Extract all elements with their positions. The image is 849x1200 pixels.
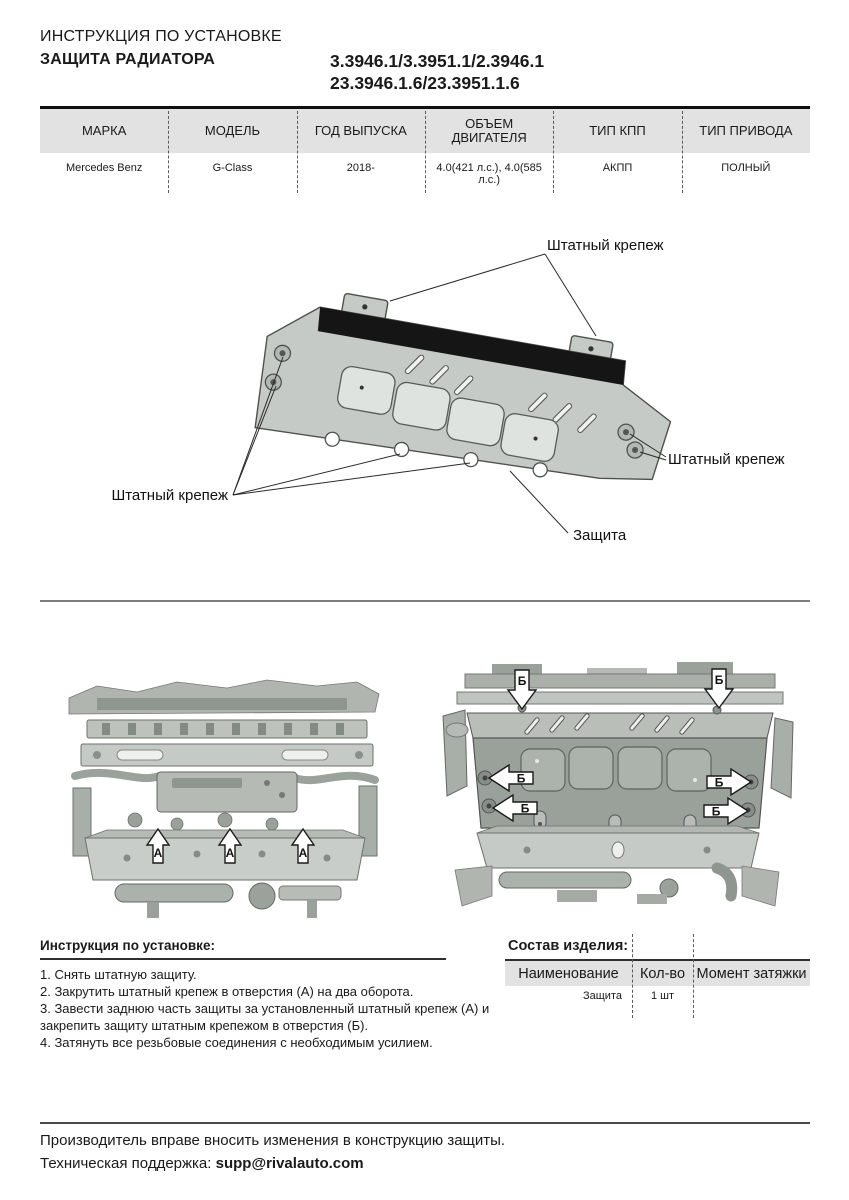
spec-value-gearbox: АКПП	[602, 162, 633, 174]
marker-a-label: А	[298, 846, 308, 860]
marker-b-label: Б	[520, 801, 530, 816]
callout-line	[545, 254, 596, 336]
spec-value-brand: Mercedes Benz	[65, 162, 143, 174]
installation-instructions	[40, 938, 504, 1051]
composition-table	[505, 959, 810, 1008]
footer-note: Производитель вправе вносить изменения в конструкцию защиты.	[40, 1132, 506, 1149]
marker-b-label: Б	[714, 673, 724, 687]
spec-value-model: G-Class	[212, 162, 253, 174]
support-label: Техническая поддержка:	[40, 1155, 212, 1172]
underbody-structures-lower	[455, 826, 779, 906]
spec-divider	[553, 111, 554, 193]
marker-b-label: Б	[517, 674, 527, 688]
shield-plate	[250, 281, 682, 503]
callout-line	[510, 471, 568, 533]
spec-col-brand: МАРКА	[81, 123, 127, 138]
callout-line	[233, 386, 276, 495]
document-type: ИНСТРУКЦИЯ ПО УСТАНОВКЕ	[40, 28, 282, 45]
spec-col-year: ГОД ВЫПУСКА	[314, 123, 407, 138]
spec-divider	[425, 111, 426, 193]
marker-b-label: Б	[711, 804, 721, 819]
underbody-photo-after	[437, 658, 803, 924]
instructions-title: Инструкция по установке:	[40, 938, 215, 953]
spec-col-gearbox: ТИП КПП	[589, 123, 646, 138]
label-shield: Защита	[573, 527, 627, 544]
spec-divider	[682, 111, 683, 193]
comp-value-torque	[693, 986, 810, 990]
underbody-photo-before	[57, 668, 393, 926]
instruction-step: 3. Завести заднюю часть защиты за установленный штатный крепеж (А) и закрепить защиту штатным крепежом в отверстия (Б).	[40, 1001, 490, 1033]
section-divider	[40, 600, 810, 602]
comp-divider	[632, 934, 633, 1018]
marker-a-label: А	[153, 846, 163, 860]
spec-value-year: 2018-	[346, 162, 375, 174]
page-title: ЗАЩИТА РАДИАТОРА	[40, 51, 216, 68]
comp-col-torque: Момент затяжки	[696, 965, 807, 982]
comp-col-name: Наименование	[518, 965, 619, 982]
callout-line	[233, 463, 470, 495]
comp-divider	[693, 934, 694, 1018]
instructions-rule	[40, 958, 446, 960]
comp-value-qty: 1 шт	[650, 990, 675, 1002]
spec-divider	[297, 111, 298, 193]
label-fastener-top: Штатный крепеж	[547, 237, 664, 254]
spec-col-model: МОДЕЛЬ	[204, 123, 261, 138]
spec-value-drive: ПОЛНЫЙ	[721, 162, 771, 174]
label-fastener-left: Штатный крепеж	[111, 487, 228, 504]
spec-col-drive: ТИП ПРИВОДА	[699, 123, 793, 138]
part-numbers	[330, 50, 544, 94]
marker-b-label: Б	[714, 775, 724, 790]
part-numbers-line1: 3.3946.1/3.3951.1/2.3946.1	[330, 51, 545, 71]
comp-value-name: Защита	[583, 990, 622, 1002]
spec-col-engine: ОБЪЕМ ДВИГАТЕЛЯ	[451, 116, 527, 145]
label-fastener-right: Штатный крепеж	[668, 451, 785, 468]
spec-divider	[168, 111, 169, 193]
instruction-step: 2. Закрутить штатный крепеж в отверстия (А) на два оборота.	[40, 984, 414, 999]
instruction-step: 4. Затянуть все резьбовые соединения с необходимым усилием.	[40, 1035, 433, 1050]
footer-support	[40, 1155, 364, 1172]
callout-line	[390, 254, 545, 301]
spec-value-engine: 4.0(421 л.с.), 4.0(585 л.с.)	[436, 162, 542, 186]
comp-col-qty: Кол-во	[639, 965, 686, 982]
composition-header-row	[505, 961, 810, 986]
marker-a-label: А	[225, 846, 235, 860]
callout-line	[233, 454, 400, 495]
vehicle-spec-table	[40, 106, 810, 193]
shield-diagram	[40, 228, 810, 573]
footer-divider	[40, 1122, 810, 1124]
underbody-structures	[69, 680, 379, 918]
product-composition	[505, 938, 810, 1008]
marker-b-label: Б	[516, 771, 526, 786]
composition-value-row	[505, 986, 810, 1008]
part-numbers-line2: 23.3946.1.6/23.3951.1.6	[330, 73, 520, 93]
composition-title: Состав изделия:	[508, 938, 629, 954]
support-email: supp@rivalauto.com	[215, 1155, 364, 1172]
instruction-step: 1. Снять штатную защиту.	[40, 967, 197, 982]
